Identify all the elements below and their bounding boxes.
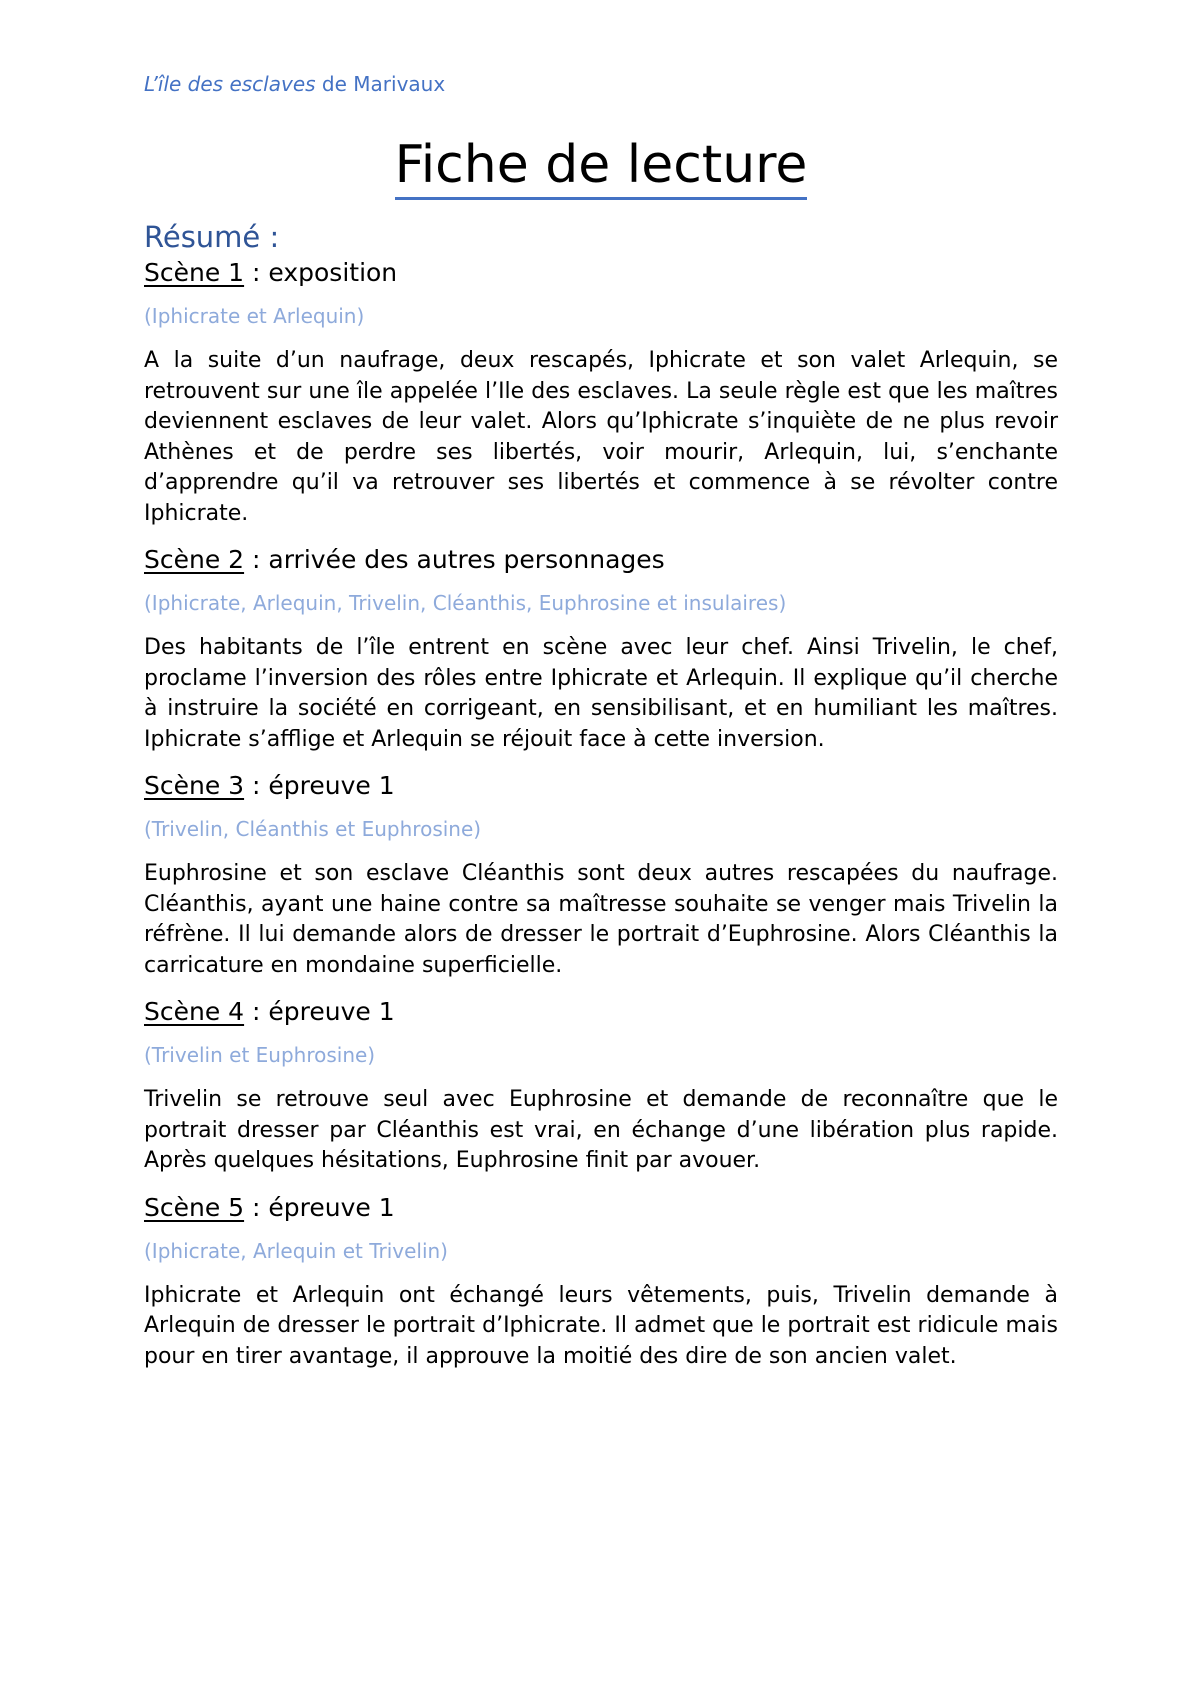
scene-subtitle: : épreuve 1	[244, 997, 395, 1026]
work-title: L’île des esclaves	[144, 72, 316, 96]
scene-summary: A la suite d’un naufrage, deux rescapés, Iphicrate et son valet Arlequin, se retrouvent sur une île appelée l’Ile des esclaves. La seule règle est que les maîtres deviennent esclaves de leur valet. Alors qu’Iphicrate s’inquiète de ne plus revoir Athènes et de perdre ses libertés, voir mourir, Arlequin, lui, s’enchante d’apprendre qu’il va retrouver ses libertés et commence à se révolter contre Iphicrate.	[144, 348, 1058, 526]
scene-heading	[144, 769, 1058, 803]
scene-characters: (Iphicrate, Arlequin, Trivelin, Cléanthis, Euphrosine et insulaires)	[144, 591, 787, 615]
scene-label: Scène 4	[144, 997, 245, 1026]
scene-summary: Des habitants de l’île entrent en scène avec leur chef. Ainsi Trivelin, le chef, proclame l’inversion des rôles entre Iphicrate et Arlequin. Il explique qu’il cherche à instruire la société en corrigeant, en sensibilisant, et en humiliant les maîtres. Iphicrate s’afflige et Arlequin se réjouit face à cette inversion.	[144, 635, 1058, 752]
scene-section	[144, 256, 1058, 529]
author-text: de Marivaux	[315, 72, 446, 96]
page-title	[144, 132, 1058, 198]
document-header	[144, 70, 1058, 98]
scene-summary: Iphicrate et Arlequin ont échangé leurs vêtements, puis, Trivelin demande à Arlequin de dresser le portrait d’Iphicrate. Il admet que le portrait est ridicule mais pour en tirer avantage, il approuve la moitié des dire de son ancien valet.	[144, 1282, 1058, 1369]
scene-heading	[144, 256, 1058, 290]
scene-label: Scène 5	[144, 1192, 245, 1222]
scene-subtitle: : épreuve 1	[244, 771, 395, 800]
scene-characters: (Trivelin et Euphrosine)	[144, 1043, 376, 1067]
scene-heading	[144, 543, 1058, 577]
scene-characters: (Iphicrate, Arlequin et Trivelin)	[144, 1238, 448, 1263]
scene-subtitle: : arrivée des autres personnages	[244, 545, 665, 574]
summary-heading: Résumé :	[144, 220, 280, 254]
scene-characters: (Iphicrate et Arlequin)	[144, 304, 365, 328]
scene-label: Scène 3	[144, 771, 245, 800]
scene-characters: (Trivelin, Cléanthis et Euphrosine)	[144, 817, 482, 841]
scene-summary: Trivelin se retrouve seul avec Euphrosine et demande de reconnaître que le portrait dresser par Cléanthis est vrai, en échange d’une libération plus rapide. Après quelques hésitations, Euphrosine finit par avouer.	[144, 1087, 1058, 1173]
page-title-text: Fiche de lecture	[395, 135, 808, 200]
scene-label: Scène 2	[144, 545, 245, 574]
scene-subtitle: : exposition	[244, 258, 398, 287]
scene-heading	[144, 995, 1058, 1029]
scene-section	[144, 543, 1058, 755]
scene-section	[144, 995, 1058, 1177]
scene-section	[144, 769, 1058, 981]
scene-heading	[144, 1191, 1058, 1225]
scene-summary: Euphrosine et son esclave Cléanthis sont deux autres rescapées du naufrage. Cléanthis, ayant une haine contre sa maîtresse souhaite se venger mais Trivelin la réfrène. Il lui demande alors de dresser le portrait d’Euphrosine. Alors Cléanthis la carricature en mondaine superficielle.	[144, 861, 1058, 978]
scene-section	[144, 1191, 1058, 1373]
scene-subtitle: : épreuve 1	[244, 1192, 395, 1222]
scene-label: Scène 1	[144, 258, 245, 287]
